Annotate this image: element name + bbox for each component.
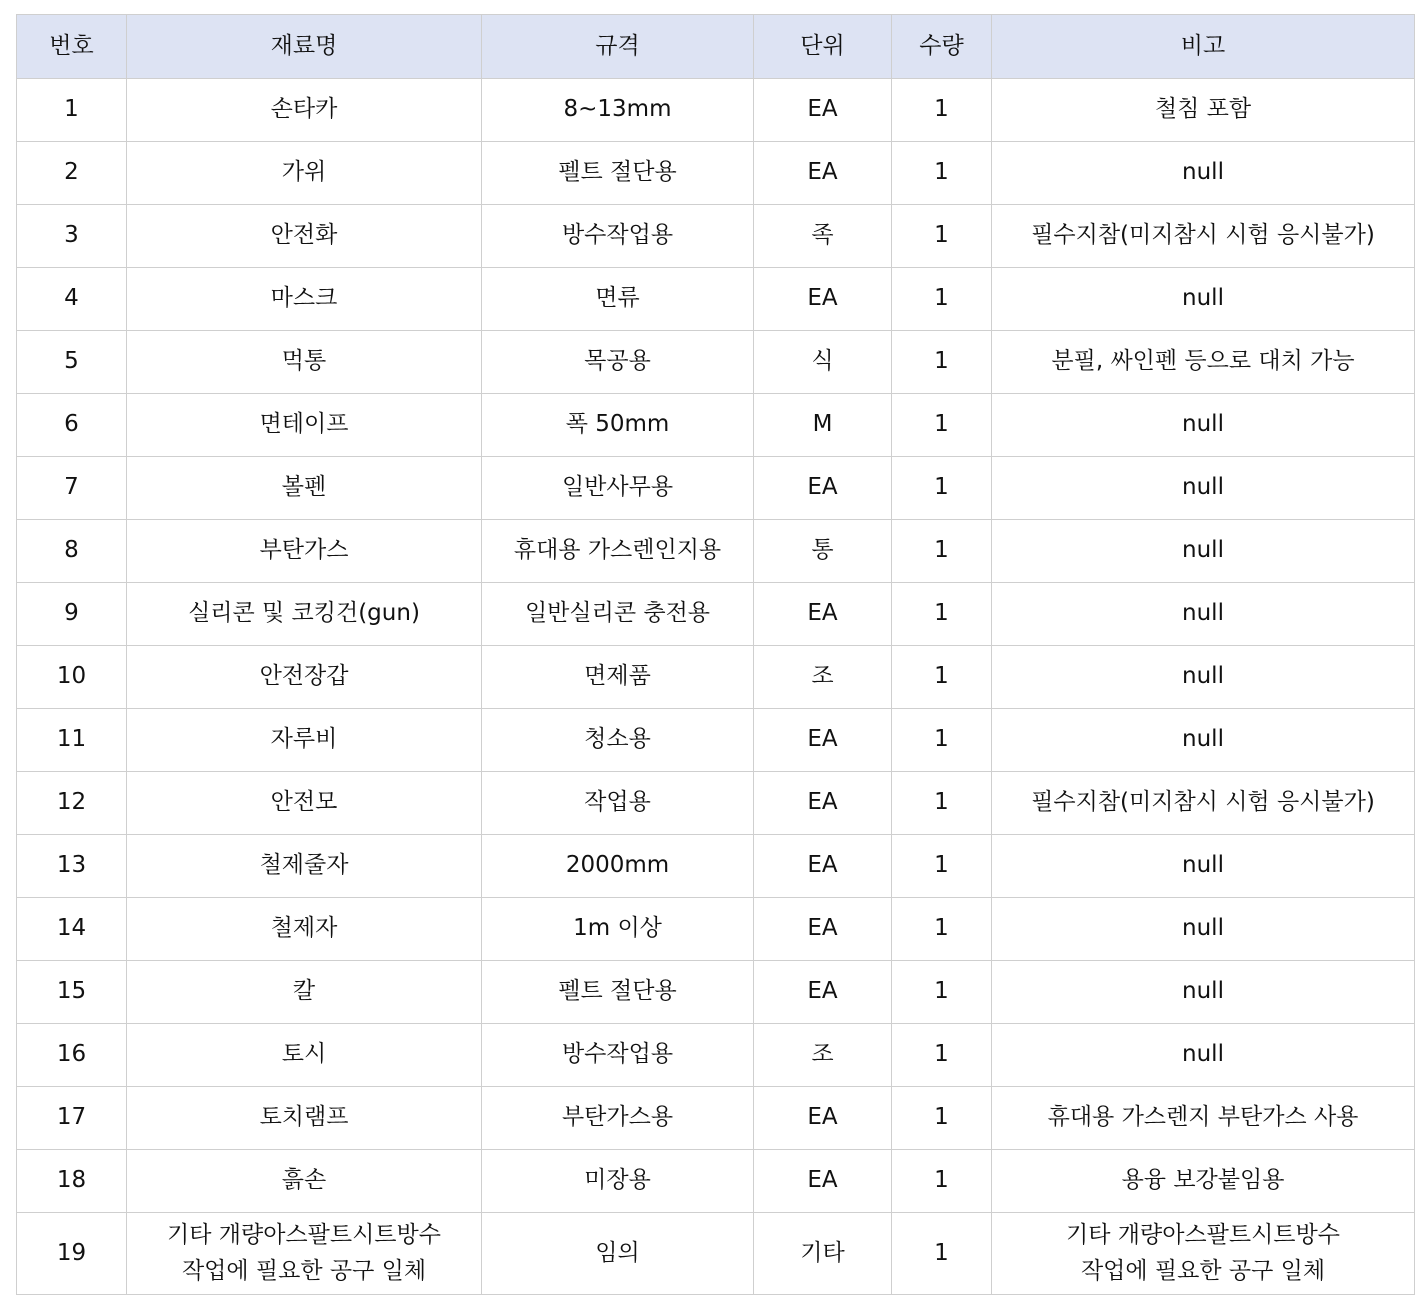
cell-unit: 조 (754, 1024, 892, 1087)
cell-material-name: 흙손 (127, 1150, 482, 1213)
cell-number: 10 (17, 646, 127, 709)
cell-number: 18 (17, 1150, 127, 1213)
cell-specification: 8~13mm (482, 79, 754, 142)
table-row (17, 709, 1415, 772)
cell-number: 13 (17, 835, 127, 898)
header-material-name: 재료명 (127, 15, 482, 79)
table-row (17, 520, 1415, 583)
cell-quantity: 1 (892, 961, 992, 1024)
cell-material-name: 안전장갑 (127, 646, 482, 709)
cell-unit: 통 (754, 520, 892, 583)
cell-unit: EA (754, 772, 892, 835)
cell-quantity: 1 (892, 79, 992, 142)
table-body (17, 79, 1415, 1295)
table-row (17, 1024, 1415, 1087)
table-row (17, 331, 1415, 394)
cell-material-name: 볼펜 (127, 457, 482, 520)
cell-quantity: 1 (892, 898, 992, 961)
cell-material-name: 철제자 (127, 898, 482, 961)
cell-remarks: null (992, 835, 1415, 898)
cell-remarks: null (992, 961, 1415, 1024)
cell-unit: EA (754, 583, 892, 646)
cell-remarks: null (992, 709, 1415, 772)
cell-remarks: 필수지참(미지참시 시험 응시불가) (992, 205, 1415, 268)
cell-material-name: 칼 (127, 961, 482, 1024)
cell-quantity: 1 (892, 331, 992, 394)
cell-specification: 면제품 (482, 646, 754, 709)
cell-remarks: null (992, 1024, 1415, 1087)
cell-remarks: null (992, 457, 1415, 520)
cell-material-name: 먹통 (127, 331, 482, 394)
cell-number: 14 (17, 898, 127, 961)
cell-number: 1 (17, 79, 127, 142)
header-unit: 단위 (754, 15, 892, 79)
header-remarks: 비고 (992, 15, 1415, 79)
cell-number: 16 (17, 1024, 127, 1087)
table-row (17, 205, 1415, 268)
cell-specification: 작업용 (482, 772, 754, 835)
cell-quantity: 1 (892, 1024, 992, 1087)
cell-unit: EA (754, 898, 892, 961)
table-row (17, 1087, 1415, 1150)
cell-material-name: 자루비 (127, 709, 482, 772)
cell-unit: 식 (754, 331, 892, 394)
cell-remarks: 기타 개량아스팔트시트방수 작업에 필요한 공구 일체 (992, 1213, 1415, 1295)
cell-remarks: 휴대용 가스렌지 부탄가스 사용 (992, 1087, 1415, 1150)
cell-quantity: 1 (892, 1213, 992, 1295)
cell-material-name: 마스크 (127, 268, 482, 331)
table-row (17, 142, 1415, 205)
cell-quantity: 1 (892, 394, 992, 457)
header-specification: 규격 (482, 15, 754, 79)
cell-specification: 목공용 (482, 331, 754, 394)
cell-specification: 부탄가스용 (482, 1087, 754, 1150)
cell-material-name: 토시 (127, 1024, 482, 1087)
cell-material-name: 가위 (127, 142, 482, 205)
cell-unit: EA (754, 79, 892, 142)
cell-unit: 족 (754, 205, 892, 268)
table-row (17, 268, 1415, 331)
table-row (17, 394, 1415, 457)
cell-unit: EA (754, 835, 892, 898)
cell-quantity: 1 (892, 457, 992, 520)
cell-unit: EA (754, 709, 892, 772)
cell-number: 8 (17, 520, 127, 583)
cell-specification: 휴대용 가스렌인지용 (482, 520, 754, 583)
cell-number: 9 (17, 583, 127, 646)
cell-specification: 펠트 절단용 (482, 142, 754, 205)
table-row (17, 646, 1415, 709)
cell-quantity: 1 (892, 520, 992, 583)
materials-table (16, 14, 1415, 1295)
header-quantity: 수량 (892, 15, 992, 79)
cell-number: 3 (17, 205, 127, 268)
cell-specification: 방수작업용 (482, 1024, 754, 1087)
cell-remarks: 용융 보강붙임용 (992, 1150, 1415, 1213)
cell-unit: 기타 (754, 1213, 892, 1295)
cell-quantity: 1 (892, 709, 992, 772)
cell-remarks: null (992, 583, 1415, 646)
cell-quantity: 1 (892, 646, 992, 709)
cell-specification: 폭 50mm (482, 394, 754, 457)
cell-material-name: 기타 개량아스팔트시트방수 작업에 필요한 공구 일체 (127, 1213, 482, 1295)
cell-remarks: null (992, 268, 1415, 331)
cell-material-name: 토치램프 (127, 1087, 482, 1150)
cell-material-name: 실리콘 및 코킹건(gun) (127, 583, 482, 646)
cell-unit: EA (754, 961, 892, 1024)
cell-quantity: 1 (892, 772, 992, 835)
cell-specification: 임의 (482, 1213, 754, 1295)
cell-unit: EA (754, 142, 892, 205)
cell-number: 17 (17, 1087, 127, 1150)
cell-number: 2 (17, 142, 127, 205)
cell-quantity: 1 (892, 835, 992, 898)
materials-table-container (16, 14, 1414, 1295)
table-row (17, 583, 1415, 646)
cell-remarks: null (992, 394, 1415, 457)
table-row (17, 835, 1415, 898)
cell-specification: 펠트 절단용 (482, 961, 754, 1024)
header-number: 번호 (17, 15, 127, 79)
cell-quantity: 1 (892, 583, 992, 646)
cell-unit: EA (754, 1087, 892, 1150)
table-row (17, 1150, 1415, 1213)
table-row (17, 772, 1415, 835)
cell-specification: 청소용 (482, 709, 754, 772)
cell-number: 6 (17, 394, 127, 457)
cell-remarks: null (992, 898, 1415, 961)
cell-material-name: 안전모 (127, 772, 482, 835)
cell-material-name: 손타카 (127, 79, 482, 142)
cell-specification: 1m 이상 (482, 898, 754, 961)
cell-specification: 일반사무용 (482, 457, 754, 520)
cell-quantity: 1 (892, 205, 992, 268)
cell-remarks: null (992, 520, 1415, 583)
cell-remarks: null (992, 646, 1415, 709)
cell-quantity: 1 (892, 142, 992, 205)
table-row (17, 898, 1415, 961)
cell-unit: EA (754, 1150, 892, 1213)
cell-specification: 면류 (482, 268, 754, 331)
cell-remarks: 철침 포함 (992, 79, 1415, 142)
table-row (17, 457, 1415, 520)
cell-quantity: 1 (892, 1087, 992, 1150)
cell-number: 19 (17, 1213, 127, 1295)
cell-unit: EA (754, 268, 892, 331)
cell-remarks: 분필, 싸인펜 등으로 대치 가능 (992, 331, 1415, 394)
cell-quantity: 1 (892, 1150, 992, 1213)
table-header-row (17, 15, 1415, 79)
cell-number: 11 (17, 709, 127, 772)
cell-unit: 조 (754, 646, 892, 709)
cell-specification: 일반실리콘 충전용 (482, 583, 754, 646)
cell-remarks: 필수지참(미지참시 시험 응시불가) (992, 772, 1415, 835)
cell-specification: 방수작업용 (482, 205, 754, 268)
cell-number: 7 (17, 457, 127, 520)
cell-number: 15 (17, 961, 127, 1024)
cell-number: 12 (17, 772, 127, 835)
cell-unit: M (754, 394, 892, 457)
cell-quantity: 1 (892, 268, 992, 331)
table-row (17, 79, 1415, 142)
cell-unit: EA (754, 457, 892, 520)
cell-material-name: 부탄가스 (127, 520, 482, 583)
table-row (17, 1213, 1415, 1295)
table-row (17, 961, 1415, 1024)
cell-material-name: 안전화 (127, 205, 482, 268)
cell-remarks: null (992, 142, 1415, 205)
cell-number: 5 (17, 331, 127, 394)
cell-material-name: 철제줄자 (127, 835, 482, 898)
cell-specification: 미장용 (482, 1150, 754, 1213)
cell-specification: 2000mm (482, 835, 754, 898)
cell-number: 4 (17, 268, 127, 331)
cell-material-name: 면테이프 (127, 394, 482, 457)
